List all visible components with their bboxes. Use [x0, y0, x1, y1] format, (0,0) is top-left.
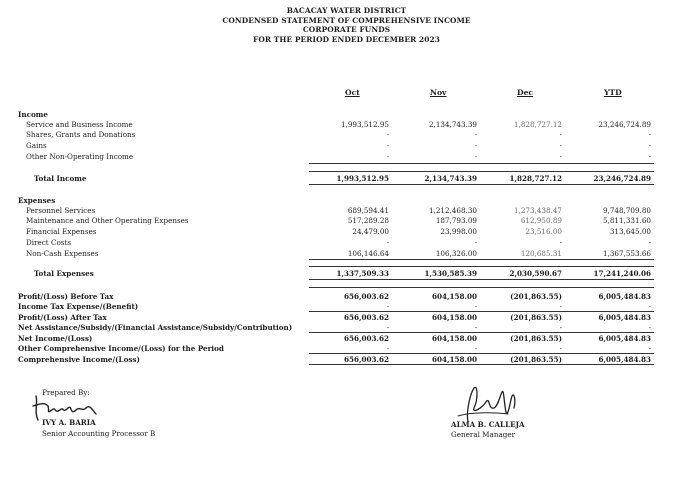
comprehensive-income-nov: 604,158.00	[431, 355, 477, 364]
income-row-label: Service and Business Income	[26, 120, 133, 129]
income-row-dec: -	[559, 141, 562, 150]
profit-before-tax-ytd: 6,005,484.83	[598, 292, 651, 301]
preparer-title: Senior Accounting Processor B	[42, 429, 156, 438]
prepared-by-label: Prepared By:	[42, 388, 90, 397]
profit-before-tax-dec: (201,863.55)	[510, 292, 562, 301]
total-expenses-dec: 2,030,590.67	[509, 269, 562, 278]
expense-row-dec: 612,950.89	[520, 216, 562, 225]
income-row-oct: -	[386, 130, 389, 139]
net-income-ytd: 6,005,484.83	[598, 334, 651, 343]
income-tax-ytd: -	[648, 302, 651, 311]
profit-before-tax-label: Profit/(Loss) Before Tax	[18, 292, 114, 301]
net-assistance-ytd: -	[648, 323, 651, 332]
total-income-dec: 1,828,727.12	[509, 174, 562, 183]
total-rule-bottom	[309, 279, 654, 280]
approver-title: General Manager	[451, 430, 516, 439]
income-row-nov: -	[474, 152, 477, 161]
other-comprehensive-label: Other Comprehensive Income/(Loss) for the Period	[18, 344, 224, 353]
expense-row-ytd: 313,645.00	[609, 227, 651, 236]
income-tax-label: Income Tax Expense/(Benefit)	[18, 302, 139, 311]
income-tax-dec: -	[559, 302, 562, 311]
income-tax-nov: -	[474, 302, 477, 311]
comprehensive-income-oct: 656,003.62	[343, 355, 389, 364]
expense-row-oct: 24,479.00	[352, 227, 389, 236]
income-heading: Income	[18, 110, 48, 119]
other-comprehensive-oct: -	[386, 344, 389, 353]
total-income-oct: 1,993,512.95	[336, 174, 389, 183]
final-rule	[309, 364, 654, 365]
total-rule-top	[309, 266, 654, 267]
net-assistance-oct: -	[386, 323, 389, 332]
preparer-name: IVY A. BARIA	[42, 418, 96, 427]
income-tax-oct: -	[386, 302, 389, 311]
total-income-nov: 2,134,743.39	[424, 174, 477, 183]
profit-after-tax-nov: 604,158.00	[431, 313, 477, 322]
expense-row-label: Non-Cash Expenses	[26, 249, 99, 258]
summary-rule	[309, 311, 654, 312]
expense-row-ytd: 5,811,331.60	[602, 216, 651, 225]
period-label: FOR THE PERIOD ENDED DECEMBER 2023	[252, 34, 440, 44]
income-row-label: Gains	[26, 141, 47, 150]
column-header-nov: Nov	[430, 88, 447, 97]
income-row-oct: 1,993,512.95	[340, 120, 389, 129]
profit-after-tax-oct: 656,003.62	[343, 313, 389, 322]
column-header-oct: Oct	[345, 88, 360, 97]
income-row-oct: -	[386, 152, 389, 161]
statement-title: CONDENSED STATEMENT OF COMPREHENSIVE INCOME	[222, 15, 471, 25]
expense-row-label: Direct Costs	[26, 238, 72, 247]
net-assistance-label: Net Assistance/Subsidy/(Financial Assistance/Subsidy/Contribution)	[18, 323, 293, 332]
expense-row-dec: 1,273,438.47	[513, 206, 562, 215]
summary-rule	[309, 332, 654, 333]
income-row-nov: -	[474, 130, 477, 139]
expense-row-label: Financial Expenses	[26, 227, 97, 236]
profit-after-tax-label: Profit/(Loss) After Tax	[18, 313, 107, 322]
total-rule-bottom	[309, 184, 654, 185]
expense-row-nov: -	[474, 238, 477, 247]
profit-before-tax-oct: 656,003.62	[343, 292, 389, 301]
other-comprehensive-nov: -	[474, 344, 477, 353]
net-assistance-dec: -	[559, 323, 562, 332]
subtotal-rule	[309, 259, 654, 260]
comprehensive-income-ytd: 6,005,484.83	[598, 355, 651, 364]
profit-before-tax-nov: 604,158.00	[431, 292, 477, 301]
income-row-nov: -	[474, 141, 477, 150]
income-row-ytd: -	[648, 130, 651, 139]
total-expenses-ytd: 17,241,240.06	[593, 269, 651, 278]
net-income-label: Net Income/(Loss)	[18, 334, 93, 343]
net-assistance-nov: -	[474, 323, 477, 332]
income-row-nov: 2,134,743.39	[428, 120, 477, 129]
total-rule-top	[309, 171, 654, 172]
expense-row-oct: 106,146.64	[347, 249, 389, 258]
comprehensive-income-dec: (201,863.55)	[510, 355, 562, 364]
expense-row-dec: 23,516.00	[525, 227, 562, 236]
org-name: BACACAY WATER DISTRICT	[286, 6, 407, 15]
profit-after-tax-dec: (201,863.55)	[510, 313, 562, 322]
expense-row-nov: 1,212,468.30	[428, 206, 477, 215]
expense-row-ytd: 1,367,553.66	[602, 249, 651, 258]
net-income-dec: (201,863.55)	[510, 334, 562, 343]
expense-row-dec: 120,685.31	[520, 249, 562, 258]
subtotal-rule	[309, 163, 654, 164]
income-row-oct: -	[386, 141, 389, 150]
income-row-ytd: 23,246,724.89	[598, 120, 651, 129]
income-row-dec: -	[559, 130, 562, 139]
expense-row-ytd: 9,748,709.80	[602, 206, 651, 215]
total-income-ytd: 23,246,724.89	[593, 174, 651, 183]
summary-rule	[309, 287, 654, 288]
total-expenses-label: Total Expenses	[34, 269, 94, 278]
net-income-oct: 656,003.62	[343, 334, 389, 343]
expense-row-dec: -	[559, 238, 562, 247]
income-row-ytd: -	[648, 141, 651, 150]
income-row-label: Shares, Grants and Donations	[26, 130, 136, 139]
other-comprehensive-ytd: -	[648, 344, 651, 353]
comprehensive-income-label: Comprehensive Income/(Loss)	[18, 355, 140, 364]
column-header-dec: Dec	[517, 88, 534, 97]
total-income-label: Total Income	[34, 174, 87, 183]
expense-row-ytd: -	[648, 238, 651, 247]
net-income-nov: 604,158.00	[431, 334, 477, 343]
expense-row-nov: 23,998.00	[440, 227, 477, 236]
expense-row-nov: 187,793.09	[435, 216, 477, 225]
profit-after-tax-ytd: 6,005,484.83	[598, 313, 651, 322]
summary-rule	[309, 353, 654, 354]
expenses-heading: Expenses	[18, 196, 56, 205]
statement-header	[0, 6, 693, 44]
other-comprehensive-dec: -	[559, 344, 562, 353]
total-expenses-oct: 1,337,509.33	[336, 269, 389, 278]
fund-name: CORPORATE FUNDS	[302, 25, 391, 35]
column-header-ytd: YTD	[604, 88, 622, 97]
income-row-dec: -	[559, 152, 562, 161]
expense-row-nov: 106,326.00	[435, 249, 477, 258]
income-row-dec: 1,828,727.12	[513, 120, 562, 129]
expense-row-oct: 517,289.28	[347, 216, 389, 225]
expense-row-label: Maintenance and Other Operating Expenses	[26, 216, 189, 225]
expense-row-label: Personnel Services	[26, 206, 96, 215]
total-expenses-nov: 1,530,585.39	[424, 269, 477, 278]
income-row-label: Other Non-Operating Income	[26, 152, 134, 161]
expense-row-oct: 689,594.41	[347, 206, 389, 215]
approver-name: ALMA B. CALLEJA	[451, 420, 525, 429]
income-row-ytd: -	[648, 152, 651, 161]
expense-row-oct: -	[386, 238, 389, 247]
